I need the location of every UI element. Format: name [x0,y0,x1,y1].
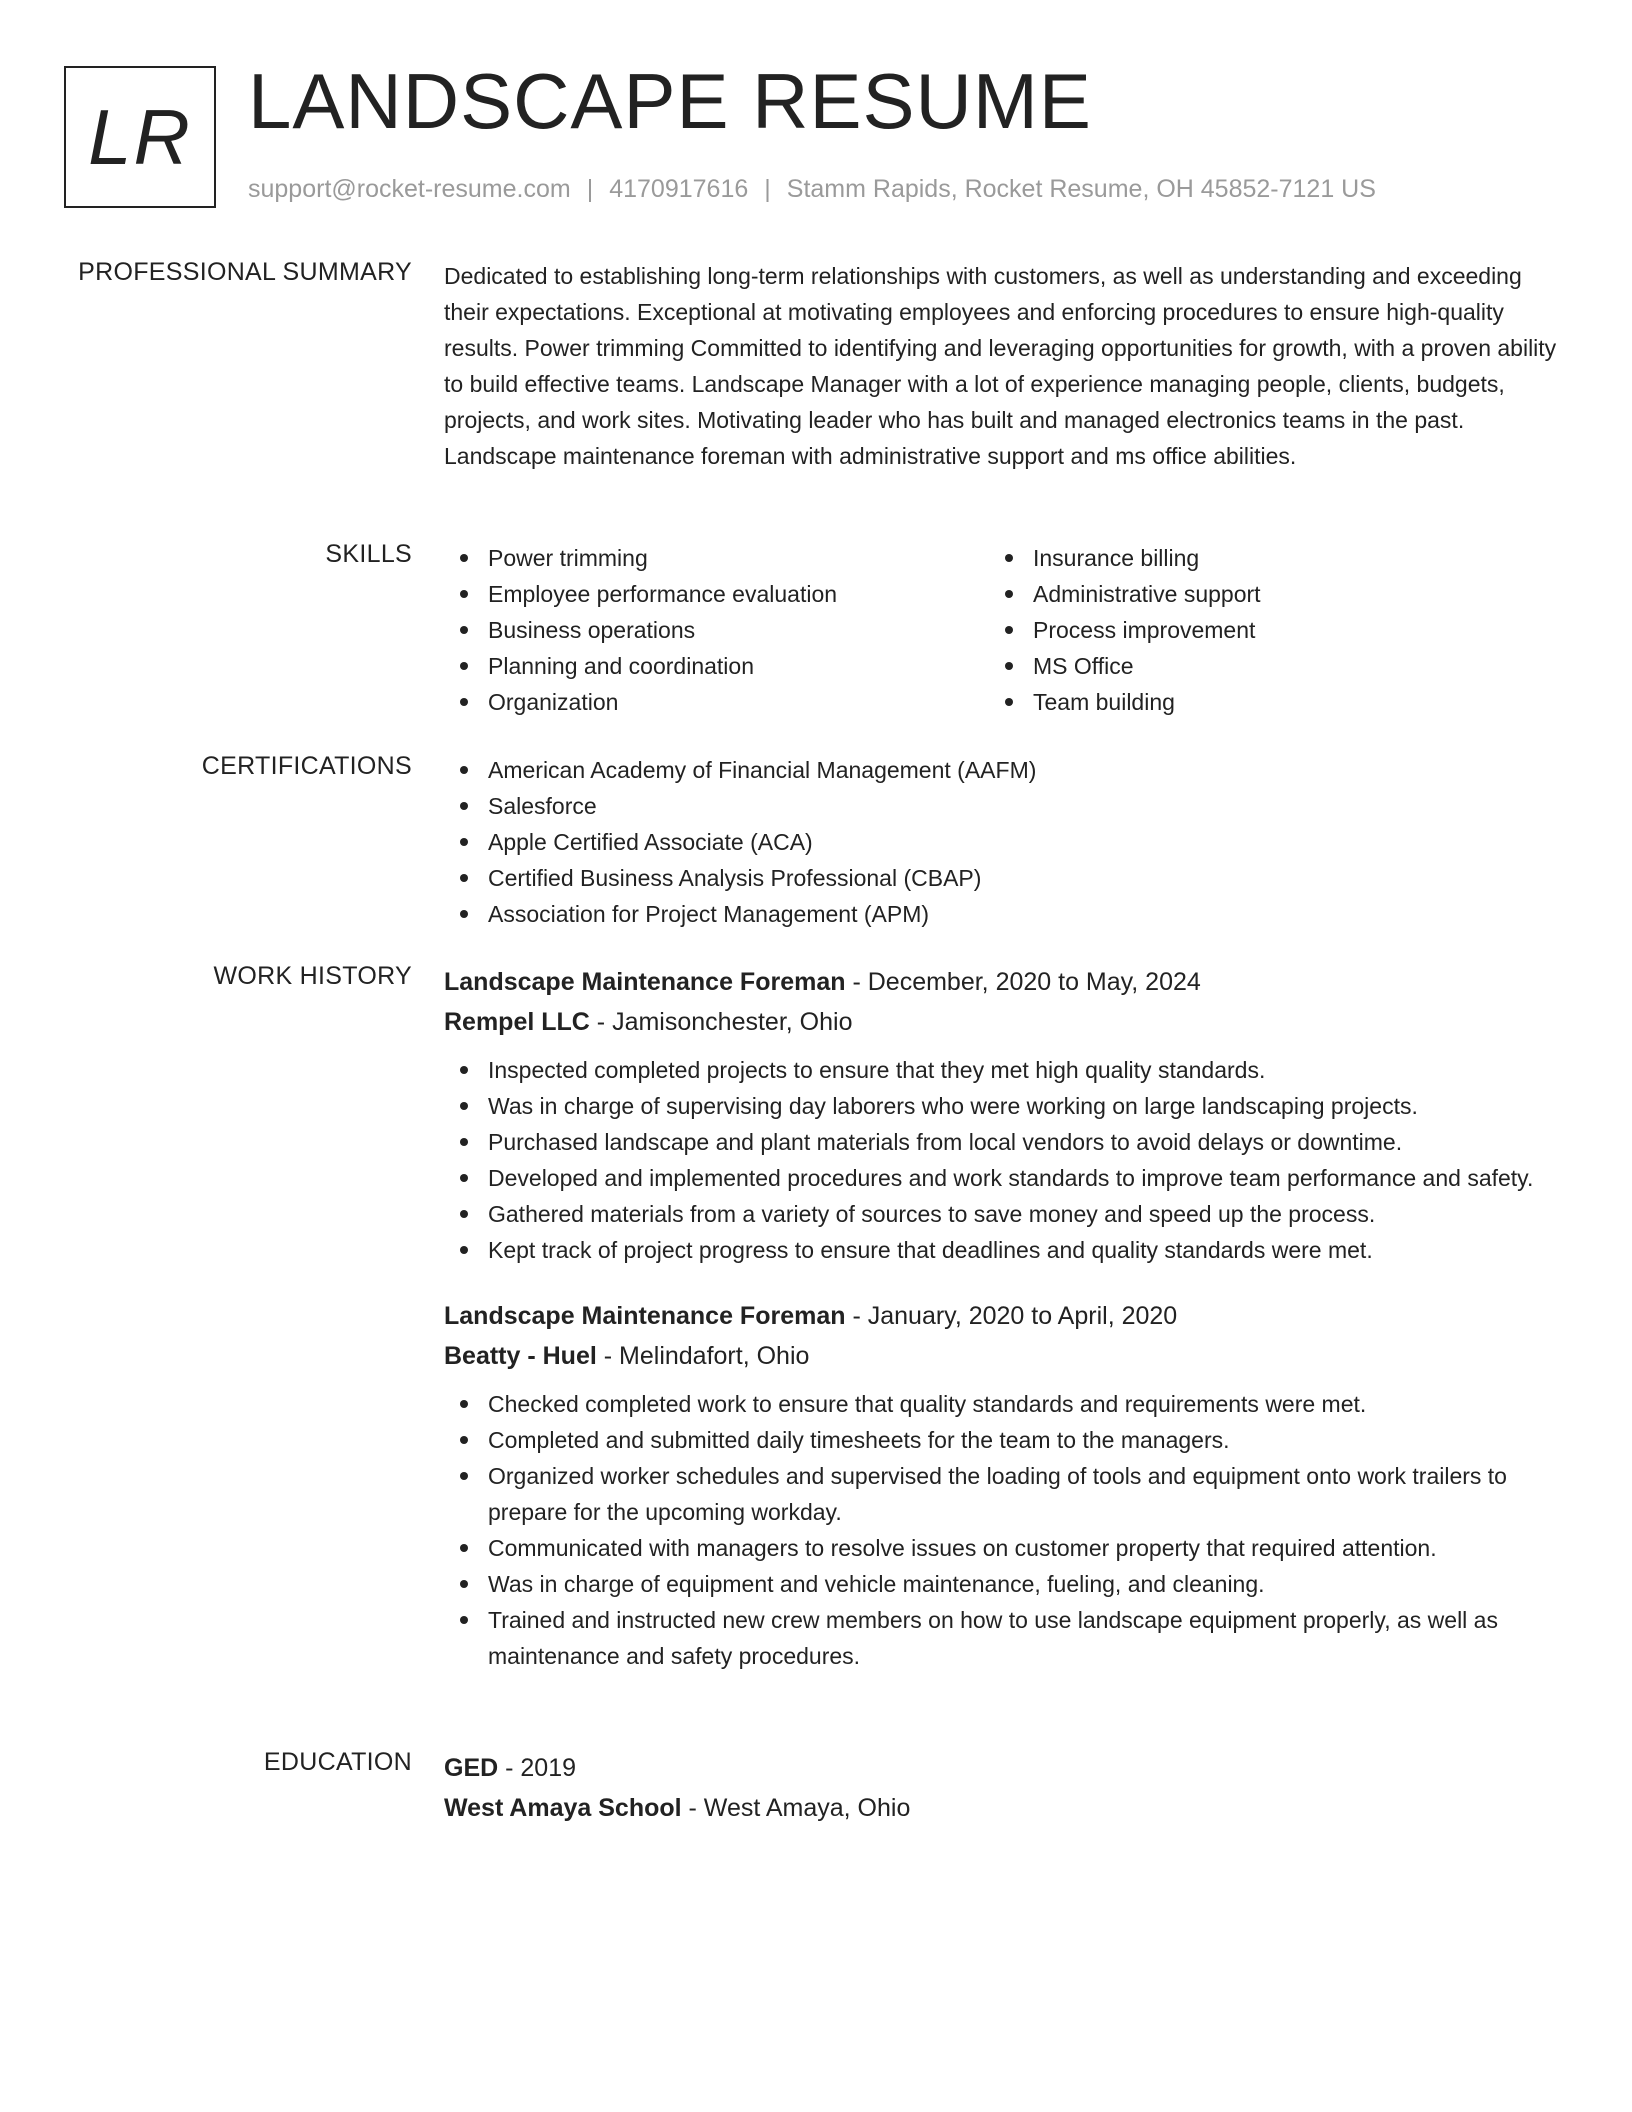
job-bullet: Communicated with managers to resolve issues on customer property that required attention. [444,1530,1560,1566]
job-title: Landscape Maintenance Foreman [444,1302,846,1330]
contact-separator: | [764,175,771,203]
skill-item: Process improvement [989,612,1534,648]
skill-item: Power trimming [444,540,989,576]
skill-item: Administrative support [989,576,1534,612]
resume-title: LANDSCAPE RESUME [248,57,1092,145]
job-bullet: Kept track of project progress to ensure that deadlines and quality standards were met. [444,1232,1560,1268]
job-bullet: Purchased landscape and plant materials from local vendors to avoid delays or downtime. [444,1124,1560,1160]
job-bullet: Trained and instructed new crew members on how to use landscape equipment properly, as well as maintenance and safety procedures. [444,1602,1560,1674]
education-degree: GED [444,1754,499,1782]
skill-item: Employee performance evaluation [444,576,989,612]
job-location: - Melindafort, Ohio [596,1342,810,1370]
job-dates: - December, 2020 to May, 2024 [845,968,1201,996]
education-heading: EDUCATION [263,1748,412,1776]
contact-phone: 4170917616 [609,175,749,203]
work-history-heading: WORK HISTORY [213,962,412,990]
contact-line [248,175,1376,204]
job-title: Landscape Maintenance Foreman [444,968,846,996]
certification-item: Apple Certified Associate (ACA) [444,824,1560,860]
skill-item: Planning and coordination [444,648,989,684]
summary-text: Dedicated to establishing long-term relationships with customers, as well as understanding and exceeding their expectations. Exceptional at motivating employees and enforcing procedures to ensure high-quality results. Power trimming Committed to identifying and leveraging opportunities for growth, with a proven ability to build effective teams. Landscape Manager with a lot of experience managing people, clients, budgets, projects, and work sites. Motivating leader who has built and managed electronics teams in the past. Landscape maintenance foreman with administrative support and ms office abilities. [444,263,1557,469]
skill-item: Team building [989,684,1534,720]
job-bullet: Was in charge of supervising day laborers who were working on large landscaping projects. [444,1088,1560,1124]
contact-separator: | [586,175,594,203]
job-bullet: Gathered materials from a variety of sources to save money and speed up the process. [444,1196,1560,1232]
summary-heading: PROFESSIONAL SUMMARY [78,258,412,286]
monogram-logo [64,66,216,208]
education-school: West Amaya School [444,1794,682,1822]
job-company-line [444,1336,1560,1376]
skill-item: MS Office [989,648,1534,684]
education-degree-line [444,1748,1560,1788]
job-location: - Jamisonchester, Ohio [589,1008,853,1036]
job-company-line [444,1002,1560,1042]
job-title-line [444,1296,1560,1336]
education-body [444,1748,1560,1828]
job-bullet: Inspected completed projects to ensure that they met high quality standards. [444,1052,1560,1088]
job-bullets [444,1386,1560,1674]
skills-list-left [444,540,989,720]
job-bullet: Was in charge of equipment and vehicle maintenance, fueling, and cleaning. [444,1566,1560,1602]
job-company: Beatty - Huel [444,1342,597,1370]
education-year: - 2019 [498,1754,577,1782]
skill-item: Insurance billing [989,540,1534,576]
certification-item: American Academy of Financial Management (AAFM) [444,752,1560,788]
job-bullets [444,1052,1560,1268]
job-title-line [444,962,1560,1002]
certifications-heading: CERTIFICATIONS [201,752,412,780]
certification-item: Salesforce [444,788,1560,824]
contact-address: Stamm Rapids, Rocket Resume, OH 45852-7121 US [786,175,1376,203]
skills-body [444,540,1560,720]
job-entry [444,1296,1560,1674]
job-bullet: Organized worker schedules and supervised the loading of tools and equipment onto work trailers to prepare for the upcoming workday. [444,1458,1560,1530]
certification-item: Certified Business Analysis Professional (CBAP) [444,860,1560,896]
contact-email: support@rocket-resume.com [248,175,571,203]
certifications-list [444,752,1560,932]
job-bullet: Developed and implemented procedures and work standards to improve team performance and safety. [444,1160,1560,1196]
skills-heading: SKILLS [325,540,412,568]
education-school-line [444,1788,1560,1828]
monogram-text: LR [88,92,192,181]
skills-list-right [989,540,1534,720]
job-dates: - January, 2020 to April, 2020 [845,1302,1178,1330]
certification-item: Association for Project Management (APM) [444,896,1560,932]
job-bullet: Checked completed work to ensure that quality standards and requirements were met. [444,1386,1560,1422]
job-entry [444,962,1560,1268]
work-history-body [444,962,1560,1674]
certifications-body [444,752,1560,932]
skill-item: Business operations [444,612,989,648]
education-location: - West Amaya, Ohio [681,1794,911,1822]
skill-item: Organization [444,684,989,720]
job-bullet: Completed and submitted daily timesheets for the team to the managers. [444,1422,1560,1458]
job-company: Rempel LLC [444,1008,590,1036]
